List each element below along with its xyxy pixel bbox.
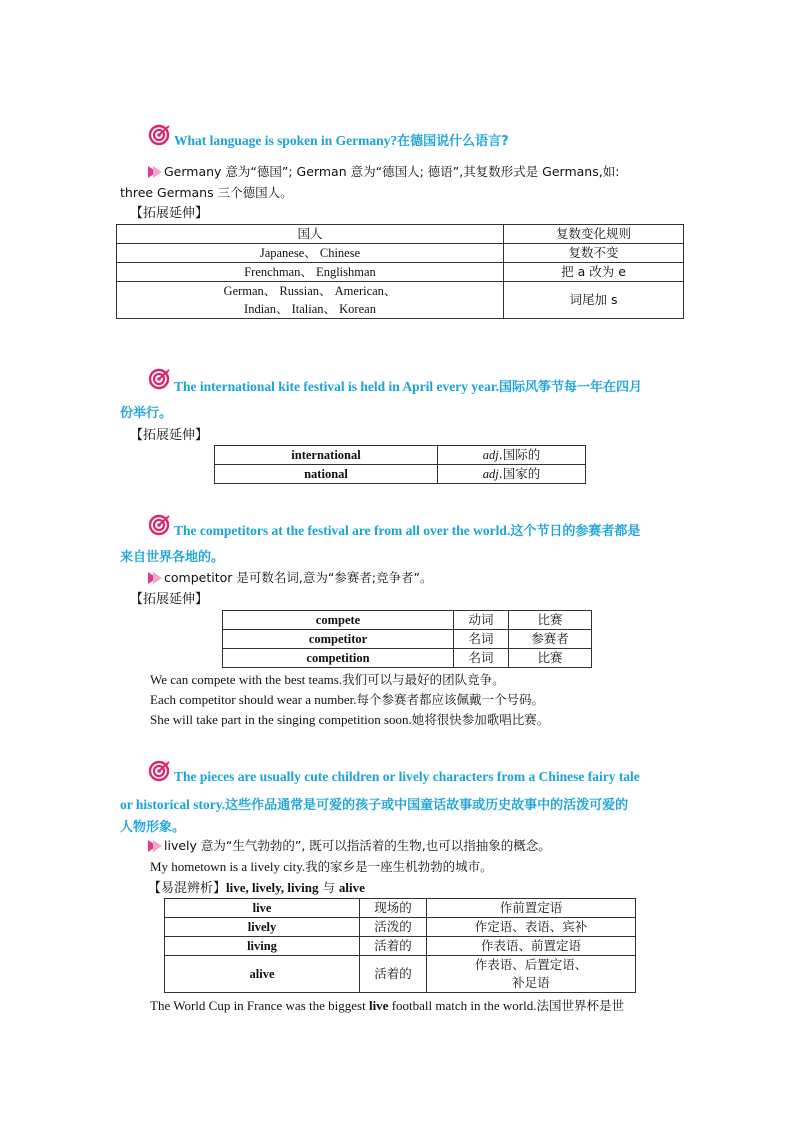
table-cell: international	[215, 446, 438, 465]
section-2-tag: 【拓展延伸】	[130, 428, 209, 443]
arrow-bullet-icon	[153, 840, 162, 852]
example-sentence: She will take part in the singing competition soon.她将很快参加歌唱比赛。	[150, 712, 550, 727]
table-cell: 动词	[454, 611, 509, 630]
table-cell: adj.国际的	[438, 446, 586, 465]
table-cell: 作前置定语	[427, 899, 636, 918]
table-cell: 比赛	[509, 649, 592, 668]
section-4-table	[164, 898, 636, 993]
target-icon	[148, 368, 170, 390]
table-cell: alive	[165, 956, 360, 993]
table-cell: Japanese、 Chinese	[117, 244, 504, 263]
table-row	[223, 630, 592, 649]
table-cell: 词尾加 s	[504, 282, 684, 319]
target-icon	[148, 514, 170, 536]
table-cell: 把 a 改为 e	[504, 263, 684, 282]
table-cell: competition	[223, 649, 454, 668]
section-3-headline: The competitors at the festival are from all over the world.这个节日的参赛者都是	[174, 523, 641, 539]
table-cell: 复数不变	[504, 244, 684, 263]
table-row	[117, 263, 684, 282]
table-row	[117, 244, 684, 263]
table-cell: 现场的	[360, 899, 427, 918]
section-3-headline-cont: 来自世界各地的。	[120, 550, 225, 565]
table-cell: 名词	[454, 630, 509, 649]
section-4-headline-cont: or historical story.这些作品通常是可爱的孩子或中国童话故事或历史故事中的活泼可爱的	[120, 797, 629, 813]
section-4-tag: 【易混辨析】live, lively, living 与 alive	[148, 880, 365, 896]
section-2-table	[214, 445, 586, 484]
section-3-tag: 【拓展延伸】	[130, 592, 209, 607]
table-cell: 活泼的	[360, 918, 427, 937]
table-cell: living	[165, 937, 360, 956]
table-cell: German、 Russian、 American、 Indian、 Italian、 Korean	[117, 282, 504, 319]
section-1-headline: What language is spoken in Germany?在德国说什么语言?	[174, 133, 509, 149]
table-row	[165, 937, 636, 956]
table-row	[223, 611, 592, 630]
table-cell: 名词	[454, 649, 509, 668]
table-cell: lively	[165, 918, 360, 937]
table-header-cell: 国人	[117, 225, 504, 244]
table-cell: 比赛	[509, 611, 592, 630]
table-cell: national	[215, 465, 438, 484]
section-3-note: competitor 是可数名词,意为“参赛者;竞争者”。	[148, 568, 433, 588]
target-icon	[148, 124, 170, 146]
section-1-table	[116, 224, 684, 319]
example-sentence: We can compete with the best teams.我们可以与最好的团队竞争。	[150, 672, 505, 687]
section-4-note: lively 意为“生气勃勃的”, 既可以指活着的生物,也可以指抽象的概念。	[148, 836, 551, 856]
table-header-cell: 复数变化规则	[504, 225, 684, 244]
target-icon	[148, 760, 170, 782]
table-cell: 参赛者	[509, 630, 592, 649]
table-row	[117, 282, 684, 319]
table-cell: competitor	[223, 630, 454, 649]
table-row	[165, 918, 636, 937]
final-sentence: The World Cup in France was the biggest live football match in the world.法国世界杯是世	[150, 998, 624, 1013]
table-cell: 作表语、后置定语、 补足语	[427, 956, 636, 993]
table-row	[165, 899, 636, 918]
table-row	[165, 956, 636, 993]
section-2-headline-cont: 份举行。	[120, 406, 173, 421]
table-cell: 活着的	[360, 956, 427, 993]
table-row	[215, 465, 586, 484]
table-cell: Frenchman、 Englishman	[117, 263, 504, 282]
arrow-bullet-icon	[153, 572, 162, 584]
section-4-headline: The pieces are usually cute children or lively characters from a Chinese fairy tale	[174, 769, 640, 784]
section-1-tag: 【拓展延伸】	[130, 206, 209, 221]
example-sentence: Each competitor should wear a number.每个参赛者都应该佩戴一个号码。	[150, 692, 545, 707]
table-cell: live	[165, 899, 360, 918]
section-4-headline-cont-2: 人物形象。	[120, 820, 186, 835]
section-2-headline: The international kite festival is held in April every year.国际风筝节每一年在四月	[174, 379, 643, 395]
example-sentence: My hometown is a lively city.我的家乡是一座生机勃勃的城市。	[150, 859, 493, 874]
table-row	[223, 649, 592, 668]
table-cell: compete	[223, 611, 454, 630]
arrow-bullet-icon	[153, 166, 162, 178]
table-row	[117, 225, 684, 244]
table-row	[215, 446, 586, 465]
table-cell: 作表语、前置定语	[427, 937, 636, 956]
table-cell: 作定语、表语、宾补	[427, 918, 636, 937]
table-cell: adj.国家的	[438, 465, 586, 484]
table-cell: 活着的	[360, 937, 427, 956]
section-1-note-line-2: three Germans 三个德国人。	[120, 185, 293, 200]
section-3-table	[222, 610, 592, 668]
section-1-note-line-1: Germany 意为“德国”; German 意为“德国人; 德语”,其复数形式是 Germans,如:	[148, 162, 619, 182]
